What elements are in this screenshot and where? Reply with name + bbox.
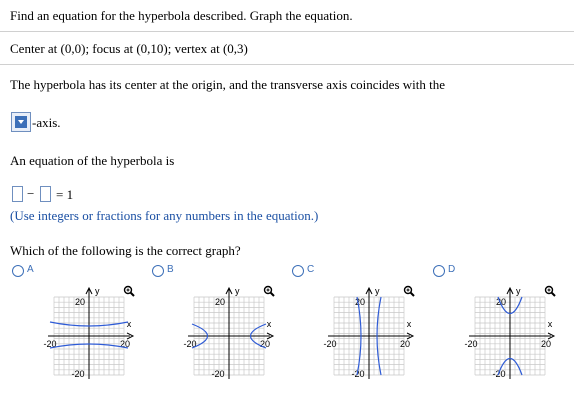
y-axis-label: y <box>95 286 100 296</box>
radio-c[interactable] <box>292 265 304 277</box>
y-axis-label: y <box>516 286 521 296</box>
x-tick-left: -20 <box>183 339 197 349</box>
transverse-axis-sentence: The hyperbola has its center at the origin, and the transverse axis coincides with the <box>10 77 445 92</box>
magnify-icon[interactable] <box>125 287 135 297</box>
option-d-label: D <box>448 264 456 275</box>
x-tick-right: 20 <box>119 339 131 349</box>
axis-suffix: -axis. <box>32 115 61 130</box>
given-text: Center at (0,0); focus at (0,10); vertex at (0,3) <box>10 41 248 56</box>
x-tick-right: 20 <box>259 339 271 349</box>
y-tick-bottom: -20 <box>351 369 365 379</box>
radio-b[interactable] <box>152 265 164 277</box>
x-tick-left: -20 <box>323 339 337 349</box>
option-c-label: C <box>307 264 315 275</box>
y-tick-bottom: -20 <box>492 369 506 379</box>
x-tick-right: 20 <box>540 339 552 349</box>
radio-a[interactable] <box>12 265 24 277</box>
hint-text: (Use integers or fractions for any numbers in the equation.) <box>10 208 319 223</box>
y-tick-bottom: -20 <box>71 369 85 379</box>
x-tick-left: -20 <box>43 339 57 349</box>
x-axis-label: x <box>266 319 272 329</box>
y-tick-top: 20 <box>74 297 86 307</box>
divider <box>0 64 574 65</box>
x-axis-label: x <box>126 319 132 329</box>
magnify-icon[interactable] <box>265 287 275 297</box>
equation-input-2[interactable] <box>40 186 51 202</box>
x-tick-left: -20 <box>464 339 478 349</box>
y-tick-bottom: -20 <box>211 369 225 379</box>
option-a-label: A <box>27 264 34 275</box>
equation-minus: − <box>27 186 35 201</box>
graph-c <box>304 285 434 380</box>
equation-intro: An equation of the hyperbola is <box>10 153 175 168</box>
graph-prompt: Which of the following is the correct graph? <box>10 243 241 258</box>
magnify-icon[interactable] <box>546 287 556 297</box>
x-tick-right: 20 <box>399 339 411 349</box>
graph-d <box>445 285 574 380</box>
axis-dropdown[interactable] <box>11 112 31 132</box>
x-axis-label: x <box>547 319 553 329</box>
y-tick-top: 20 <box>354 297 366 307</box>
y-axis-label: y <box>235 286 240 296</box>
divider <box>0 31 574 32</box>
option-b-label: B <box>167 264 174 275</box>
magnify-icon[interactable] <box>405 287 415 297</box>
y-tick-top: 20 <box>214 297 226 307</box>
y-tick-top: 20 <box>495 297 507 307</box>
x-axis-label: x <box>406 319 412 329</box>
graph-a <box>24 285 154 380</box>
instruction-text: Find an equation for the hyperbola described. Graph the equation. <box>10 8 353 23</box>
y-axis-label: y <box>375 286 380 296</box>
graph-b <box>164 285 294 380</box>
chevron-down-icon <box>15 116 27 128</box>
equation-input-1[interactable] <box>12 186 23 202</box>
radio-d[interactable] <box>433 265 445 277</box>
equation-rhs: = 1 <box>56 187 74 202</box>
